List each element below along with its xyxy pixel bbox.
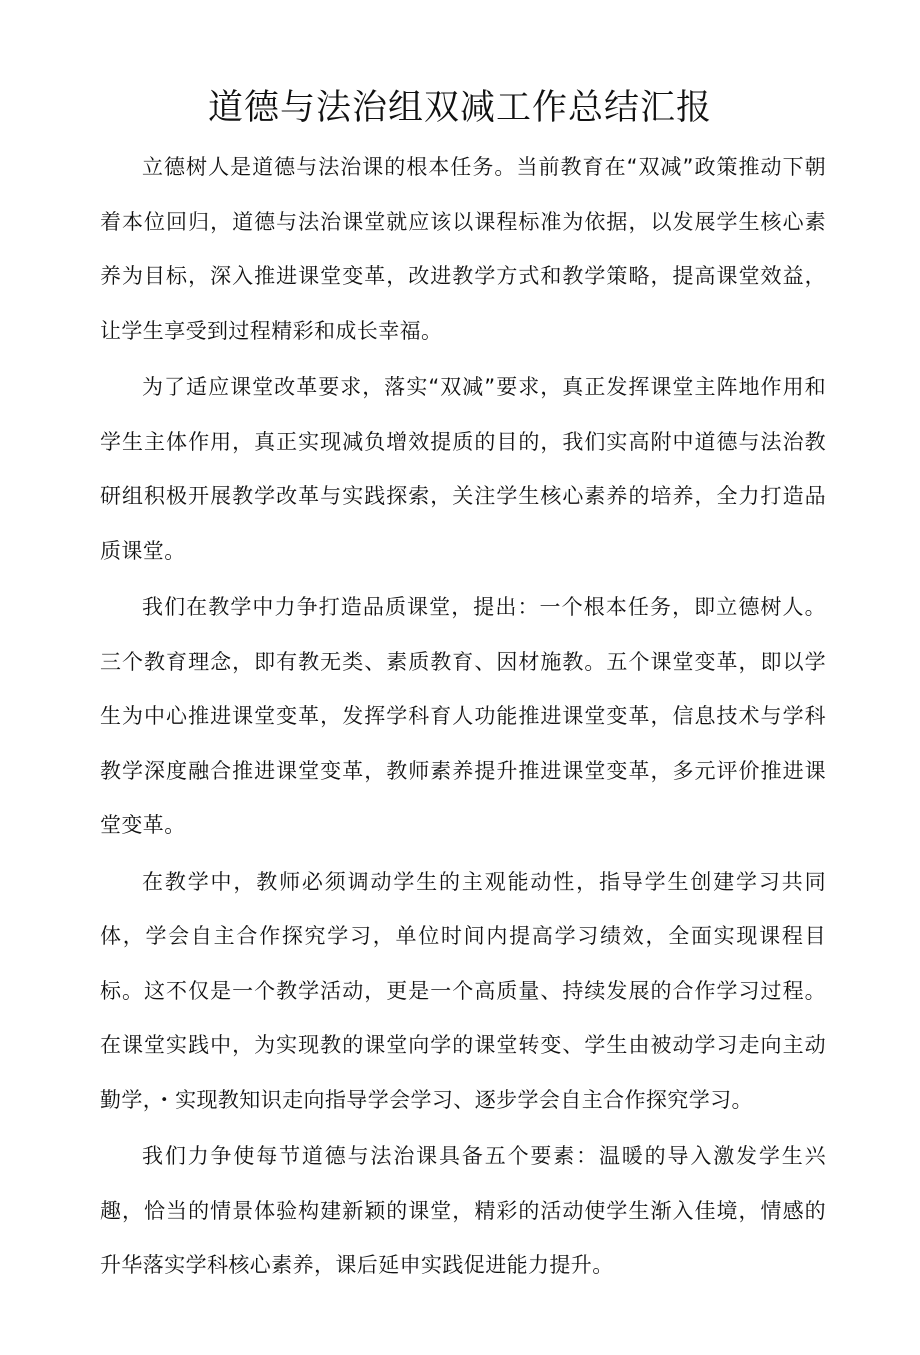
- paragraph-4: 在教学中，教师必须调动学生的主观能动性，指导学生创建学习共同体，学会自主合作探究学习，单位时间内提高学习绩效，全面实现课程目标。这不仅是一个教学活动，更是一个高质量、持续发展的合作学习过程。在课堂实践中，为实现教的课堂向学的课堂转变、学生由被动学习走向主动勤学，・实现教知识走向指导学会学习、逐步学会自主合作探究学习。: [100, 869, 826, 1112]
- paragraph-3: 我们在教学中力争打造品质课堂，提出：一个根本任务，即立德树人。三个教育理念，即有教无类、素质教育、因材施教。五个课堂变革，即以学生为中心推进课堂变革，发挥学科育人功能推进课堂变革，信息技术与学科教学深度融合推进课堂变革，教师素养提升推进课堂变革，多元评价推进课堂变革。: [100, 595, 826, 837]
- paragraph-5: 我们力争使每节道德与法治课具备五个要素：温暖的导入激发学生兴趣，恰当的情景体验构建新颖的课堂，精彩的活动使学生渐入佳境，情感的升华落实学科核心素养，课后延申实践促进能力提升。: [100, 1144, 826, 1277]
- paragraph-2: 为了适应课堂改革要求，落实“双减”要求，真正发挥课堂主阵地作用和学生主体作用，真正实现减负增效提质的目的，我们实高附中道德与法治教研组积极开展教学改革与实践探索，关注学生核心素养的培养，全力打造品质课堂。: [100, 375, 826, 563]
- document-body: [100, 140, 826, 1295]
- paragraph-1: 立德树人是道德与法治课的根本任务。当前教育在“双减”政策推动下朝着本位回归，道德与法治课堂就应该以课程标准为依据，以发展学生核心素养为目标，深入推进课堂变革，改进教学方式和教学策略，提高课堂效益，让学生享受到过程精彩和成长幸福。: [100, 155, 826, 343]
- document-title: 道德与法治组双减工作总结汇报: [207, 88, 712, 128]
